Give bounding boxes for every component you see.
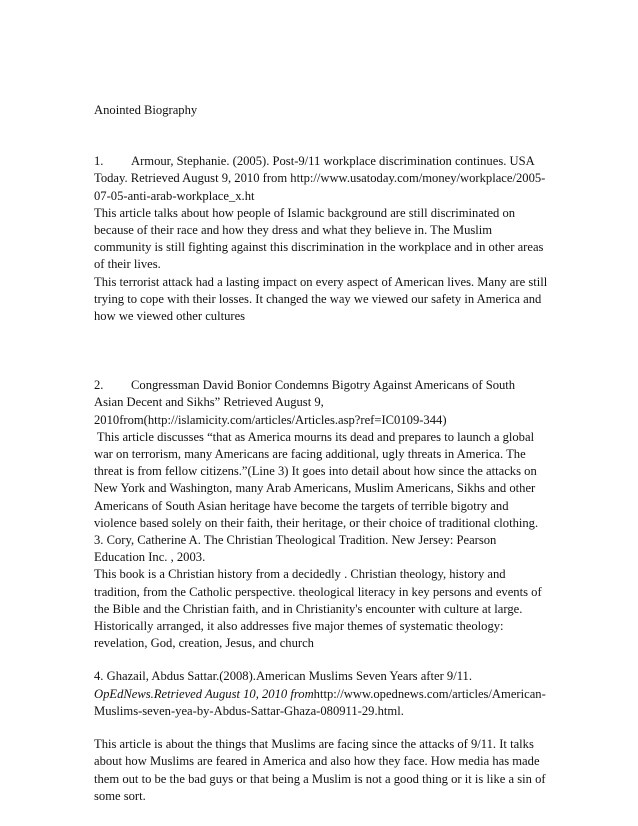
document-title: Anointed Biography (94, 103, 198, 117)
entry-3-citation-line: Education Inc. , 2003. (94, 550, 206, 565)
entry-4-citation-line: 4. Ghazail, Abdus Sattar.(2008).American Muslims Seven Years after 9/11. (94, 669, 472, 684)
entry-3-annotation-line: This book is a Christian history from a decidedly . Christian theology, history and (94, 567, 506, 582)
entry-1-number: 1. (94, 154, 104, 169)
entry-2-annotation-line: threat is from fellow citizens.”(Line 3) It goes into detail about how since the attacks on (94, 464, 537, 479)
entry-4-source-italic: OpEdNews.Retrieved August 10, 2010 from (94, 686, 314, 701)
entry-3-annotation-line: revelation, God, creation, Jesus, and church (94, 636, 314, 651)
spacer (94, 720, 550, 736)
entry-1-citation-first-line (94, 153, 550, 170)
bibliography-entry-1 (94, 153, 550, 325)
entry-4-annotation-line: them out to be the bad guys or that being a Muslim is not a good thing or it is like a sin of (94, 771, 546, 786)
entry-1-citation-line: 07-05-anti-arab-workplace_x.ht (94, 188, 255, 203)
entry-2-citation-line: 2010from(http://islamicity.com/articles/Articles.asp?ref=IC0109-344) (94, 412, 447, 427)
entry-4-citation-line: Muslims-seven-yea-by-Abdus-Sattar-Ghaza-080911-29.html. (94, 703, 404, 718)
entry-1-citation-start: Armour, Stephanie. (2005). Post-9/11 workplace discrimination continues. USA (131, 154, 535, 169)
entry-1-annotation-line: trying to cope with their losses. It changed the way we viewed our safety in America and (94, 291, 542, 306)
bibliography-entry-4 (94, 668, 550, 804)
entry-2-number: 2. (94, 378, 104, 393)
entry-1-annotation-line: This article talks about how people of Islamic background are still discriminated on (94, 205, 516, 220)
entry-3-annotation-line: the Bible and the Christian faith, and in Christianity's encounter with culture at large. (94, 601, 523, 616)
entry-2-annotation-line: violence based solely on their faith, their heritage, or their choice of traditional clothing. (94, 515, 539, 530)
bibliography-entry-3 (94, 532, 550, 652)
entry-3-annotation-line: tradition, from the Catholic perspective. theological literacy in key persons and events of (94, 584, 542, 599)
entry-1-annotation-line: community is still fighting against this discrimination in the workplace and in other areas (94, 240, 544, 255)
entry-1-citation-line: Today. Retrieved August 9, 2010 from http://www.usatoday.com/money/workplace/2005- (94, 171, 546, 186)
entry-1-annotation-line: of their lives. (94, 257, 161, 272)
entry-2-annotation-line: This article discusses “that as America mourns its dead and prepares to launch a global (94, 429, 535, 444)
entry-2-citation-line: Asian Decent and Sikhs” Retrieved August 9, (94, 395, 324, 410)
entry-4-url-start: http://www.opednews.com/articles/American- (313, 686, 546, 701)
entry-2-annotation-line: Americans of South Asian heritage have become the targets of terrible bigotry and (94, 498, 509, 513)
bibliography-entry-2 (94, 377, 550, 532)
entry-1-annotation-line: how we viewed other cultures (94, 309, 246, 324)
entry-1-annotation-line: because of their race and how they dress and what they believe in. The Muslim (94, 223, 493, 238)
entry-2-citation-start: Congressman David Bonior Condemns Bigotry Against Americans of South (131, 378, 516, 393)
entry-4-annotation-line: This article is about the things that Muslims are facing since the attacks of 9/11. It talks (94, 737, 534, 752)
entry-2-annotation-line: war on terrorism, many Americans are facing additional, ugly threats in America. The (94, 447, 526, 462)
entry-2-annotation-line: New York and Washington, many Arab Americans, Muslim Americans, Sikhs and other (94, 481, 536, 496)
entry-2-citation-first-line (94, 377, 550, 394)
document-body (94, 102, 550, 805)
entry-4-citation-line (94, 686, 550, 703)
entry-3-annotation-line: Historically arranged, it also addresses five major themes of systematic theology: (94, 619, 504, 634)
entry-4-annotation-line: some sort. (94, 788, 146, 803)
spacer (94, 325, 550, 377)
entry-3-citation-line: 3. Cory, Catherine A. The Christian Theological Tradition. New Jersey: Pearson (94, 533, 497, 548)
entry-1-annotation-line: This terrorist attack had a lasting impact on every aspect of American lives. Many are still (94, 274, 548, 289)
spacer (94, 119, 550, 153)
entry-4-annotation-line: about how Muslims are feared in America and also how they face. How media has made (94, 754, 540, 769)
spacer (94, 652, 550, 668)
